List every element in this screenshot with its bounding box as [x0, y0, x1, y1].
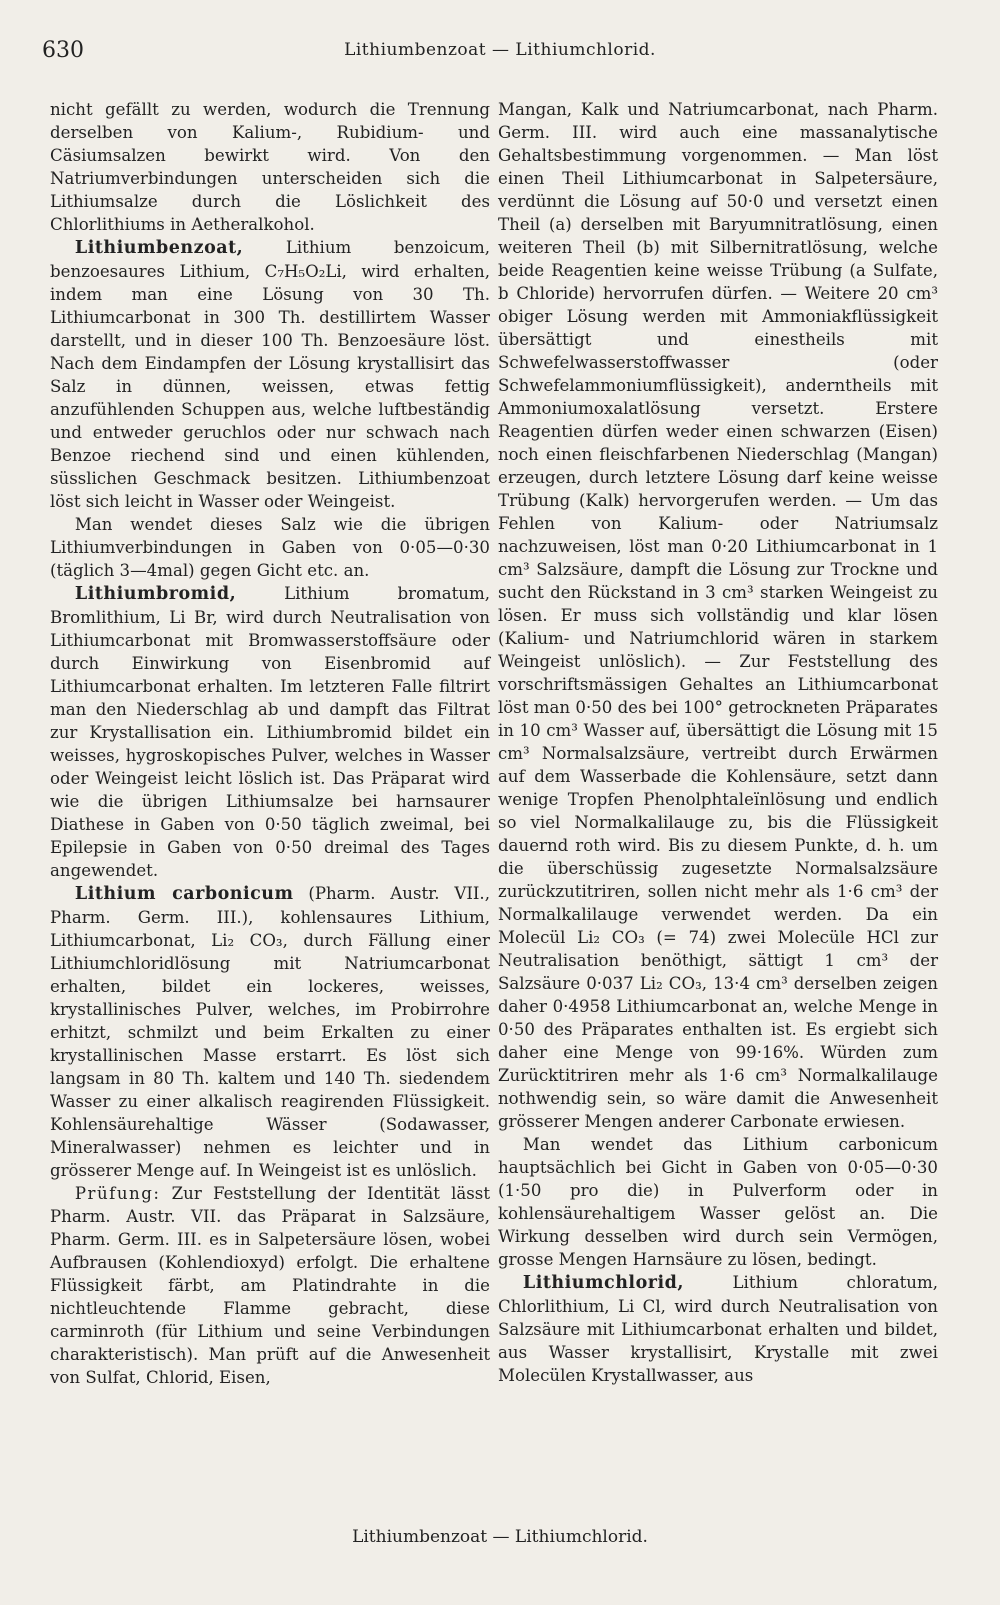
- paragraph: nicht gefällt zu werden, wodurch die Trennung derselben von Kalium-, Rubidium- und Cäsiumsalzen bewirkt wird. Von den Natriumverbindungen unterscheiden sich die Lithiumsalze durch die Löslichkeit des Chlorlithiums in Aetheralkohol.: [50, 100, 490, 234]
- entry-text: Lithium bromatum, Bromlithium, Li Br, wird durch Neutralisation von Lithiumcarbonat mit Bromwasserstoffsäure oder durch Einwirkung von Eisenbromid auf Lithiumcarbonat erhalten. Im letzteren Falle filtrirt man den Niederschlag ab und dampft das Filtrat zur Krystallisation ein. Lithiumbromid bildet ein weisses, hygroskopisches Pulver, welches in Wasser oder Weingeist leicht löslich ist. Das Präparat wird wie die übrigen Lithiumsalze bei harnsaurer Diathese in Gaben von 0·50 täglich zweimal, bei Epilepsie in Gaben von 0·50 dreimal des Tages angewendet.: [50, 584, 490, 880]
- paragraph: Mangan, Kalk und Natriumcarbonat, nach Pharm. Germ. III. wird auch eine massanalytische Gehaltsbestimmung vorgenommen. — Man löst einen Theil Lithiumcarbonat in Salpetersäure, verdünnt die Lösung auf 50·0 und versetzt einen Theil (a) derselben mit Baryumnitratlösung, einen weiteren Theil (b) mit Silbernitratlösung, welche beide Reagentien keine weisse Trübung (a Sulfate, b Chloride) hervorrufen dürfen. — Weitere 20 cm³ obiger Lösung werden mit Ammoniakflüssigkeit übersättigt und einestheils mit Schwefelwasserstoffwasser (oder Schwefelammoniumflüssigkeit), anderntheils mit Ammoniumoxalatlösung versetzt. Erstere Reagentien dürfen weder einen schwarzen (Eisen) noch einen fleischfarbenen Niederschlag (Mangan) erzeugen, durch letztere Lösung darf keine weisse Trübung (Kalk) hervorgerufen werden. — Um das Fehlen von Kalium- oder Natriumsalz nachzuweisen, löst man 0·20 Lithiumcarbonat in 1 cm³ Salzsäure, dampft die Lösung zur Trockne und sucht den Rückstand in 3 cm³ starken Weingeist zu lösen. Er muss sich vollständig und klar lösen (Kalium- und Natriumchlorid wären in starkem Weingeist unlöslich). — Zur Feststellung des vorschriftsmässigen Gehaltes an Lithiumcarbonat löst man 0·50 des bei 100° getrockneten Präparates in 10 cm³ Wasser auf, übersättigt die Lösung mit 15 cm³ Normalsalzsäure, vertreibt durch Erwärmen auf dem Wasserbade die Kohlensäure, setzt dann wenige Tropfen Phenolphtaleïnlösung und endlich so viel Normalkalilauge zu, bis die Flüssigkeit dauernd roth wird. Bis zu diesem Punkte, d. h. um die überschüssig zugesetzte Normalsalzsäure zurückzutitriren, sollen nicht mehr als 1·6 cm³ der Normalkalilauge verwendet werden. Da ein Molecül Li₂ CO₃ (= 74) zwei Molecüle HCl zur Neutralisation benöthigt, sättigt 1 cm³ der Salzsäure 0·037 Li₂ CO₃, 13·4 cm³ derselben zeigen daher 0·4958 Lithiumcarbonat an, welche Menge in 0·50 des Präparates enthalten ist. Es ergiebt sich daher eine Menge von 99·16%. Würden zum Zurücktitriren mehr als 1·6 cm³ Normalkalilauge nothwendig sein, so wäre damit die Anwesenheit grösserer Mengen anderer Carbonate erwiesen.: [498, 100, 938, 1131]
- entry-text: Zur Feststellung der Identität lässt Pharm. Austr. VII. das Präparat in Salzsäure, Pharm. Germ. III. es in Salpetersäure lösen, wobei Aufbrausen (Kohlendioxyd) erfolgt. Die erhaltene Flüssigkeit färbt, am Platindrahte in die nichtleuchtende Flamme gebracht, diese carminroth (für Lithium und seine Verbindungen charakteristisch). Man prüft auf die Anwesenheit von Sulfat, Chlorid, Eisen,: [50, 1184, 490, 1387]
- headword: Lithium carbonicum: [74, 884, 294, 904]
- entry-lithiumbenzoat: [50, 236, 490, 513]
- spaced-label: Prüfung:: [74, 1184, 161, 1203]
- pruefung-paragraph: [50, 1182, 490, 1389]
- paragraph: Man wendet dieses Salz wie die übrigen Lithiumverbindungen in Gaben von 0·05—0·30 (täglich 3—4mal) gegen Gicht etc. an.: [50, 515, 490, 580]
- page-footer: Lithiumbenzoat — Lithiumchlorid.: [352, 1527, 648, 1547]
- entry-lithiumbromid: [50, 582, 490, 882]
- entry-text: Lithium benzoicum, benzoesaures Lithium, C₇H₅O₂Li, wird erhalten, indem man eine Lösung von 30 Th. Lithiumcarbonat in 300 Th. destillirtem Wasser darstellt, und in dieser 100 Th. Benzoesäure löst. Nach dem Eindampfen der Lösung krystallisirt das Salz in dünnen, weissen, etwas fettig anzufühlenden Schuppen aus, welche luftbeständig und entweder geruchlos oder nur schwach nach Benzoe riechend sind und einen kühlenden, süsslichen Geschmack besitzen. Lithiumbenzoat löst sich leicht in Wasser oder Weingeist.: [50, 238, 490, 511]
- entry-text: (Pharm. Austr. VII., Pharm. Germ. III.), kohlensaures Lithium, Lithiumcarbonat, Li₂ CO₃, durch Fällung einer Lithiumchloridlösung mit Natriumcarbonat erhalten, bildet ein lockeres, weisses, krystallinisches Pulver, welches, im Probirrohre erhitzt, schmilzt und beim Erkalten zu einer krystallinischen Masse erstarrt. Es löst sich langsam in 80 Th. kaltem und 140 Th. siedendem Wasser zu einer alkalisch reagirenden Flüssigkeit. Kohlensäurehaltige Wässer (Sodawasser, Mineralwasser) nehmen es leichter und in grösserer Menge auf. In Weingeist ist es unlöslich.: [50, 884, 490, 1180]
- page-number: 630: [42, 38, 84, 63]
- headword: Lithiumbromid,: [74, 584, 237, 604]
- paragraph: Man wendet das Lithium carbonicum hauptsächlich bei Gicht in Gaben von 0·05—0·30 (1·50 pro die) in Pulverform oder in kohlensäurehaltigem Wasser gelöst an. Die Wirkung desselben wird durch sein Vermögen, grosse Mengen Harnsäure zu lösen, bedingt.: [498, 1135, 938, 1269]
- headword: Lithiumchlorid,: [522, 1273, 684, 1293]
- entry-text: Lithium chloratum, Chlorlithium, Li Cl, wird durch Neutralisation von Salzsäure mit Lithiumcarbonat erhalten und bildet, aus Wasser krystallisirt, Krystalle mit zwei Molecülen Krystallwasser, aus: [498, 1273, 938, 1385]
- entry-lithiumchlorid: [498, 1271, 938, 1387]
- right-column: [498, 98, 938, 1387]
- running-head: Lithiumbenzoat — Lithiumchlorid.: [344, 40, 656, 60]
- entry-lithium-carbonicum: [50, 882, 490, 1182]
- left-column: [50, 98, 490, 1389]
- headword: Lithiumbenzoat,: [74, 238, 244, 258]
